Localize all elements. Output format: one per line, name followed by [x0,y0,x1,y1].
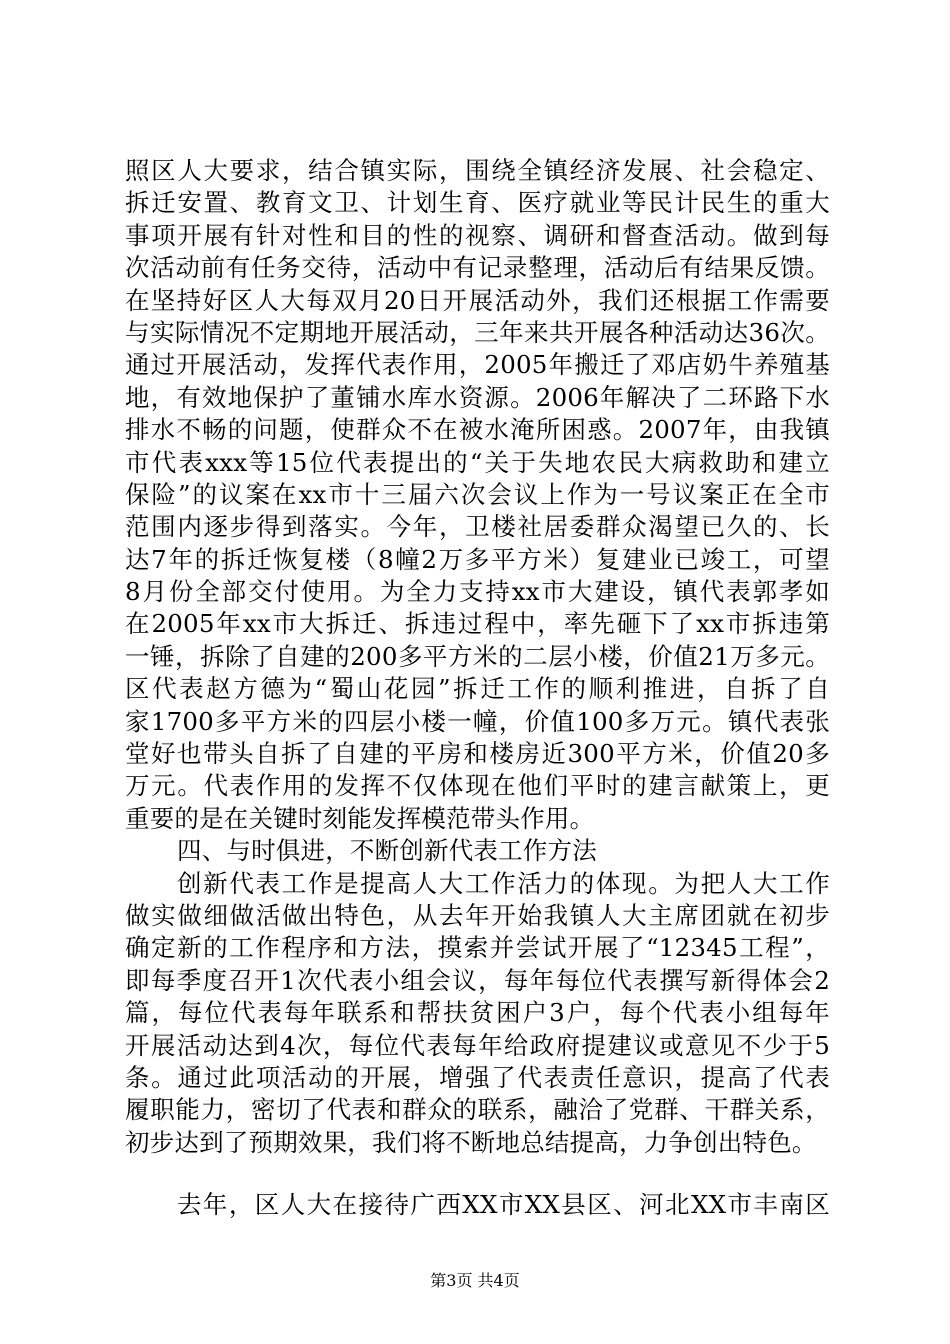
section-heading: 四、与时俱进，不断创新代表工作方法 [177,836,597,866]
text-line: 初步达到了预期效果，我们将不断地总结提高，力争创出特色。 [125,1127,817,1157]
text-line: 确定新的工作程序和方法，摸索并尝试开展了“12345工程”， [125,933,830,963]
document-body [125,155,830,1222]
text-line: 达7年的拆迁恢复楼（8幢2万多平方米）复建业已竣工，可望 [125,544,830,574]
text-line: 区代表赵方德为“蜀山花园”拆迁工作的顺利推进，自拆了自 [125,674,830,704]
text-line: 即每季度召开1次代表小组会议，每年每位代表撰写新得体会2 [125,965,830,995]
text-line: 事项开展有针对性和目的性的视察、调研和督查活动。做到每 [125,220,830,250]
text-line: 范围内逐步得到落实。今年，卫楼社居委群众渴望已久的、长 [125,512,830,542]
text-line: 一锤，拆除了自建的200多平方米的二层小楼，价值21万多元。 [125,641,830,671]
paragraph-spacer [125,1159,830,1189]
text-line: 履职能力，密切了代表和群众的联系，融洽了党群、干群关系， [125,1095,830,1125]
paragraph-2 [125,868,830,1160]
text-line: 照区人大要求，结合镇实际，围绕全镇经济发展、社会稳定、 [125,156,830,185]
paragraph-1 [125,155,830,835]
text-line: 在2005年xx市大拆迁、拆违过程中，率先砸下了xx市拆违第 [125,609,830,639]
text-line: 次活动前有任务交待，活动中有记录整理，活动后有结果反馈。 [125,253,830,283]
page-number-footer: 第3页 共4页 [430,1271,520,1290]
text-line: 地，有效地保护了董铺水库水资源。2006年解决了二环路下水 [125,382,830,412]
text-line: 条。通过此项活动的开展，增强了代表责任意识，提高了代表 [125,1062,830,1092]
text-line: 万元。代表作用的发挥不仅体现在他们平时的建言献策上，更 [125,771,830,801]
text-line: 通过开展活动，发挥代表作用，2005年搬迁了邓店奶牛养殖基 [125,350,830,380]
text-line: 做实做细做活做出特色，从去年开始我镇人大主席团就在初步 [125,900,830,930]
text-line: 排水不畅的问题，使群众不在被水淹所困惑。2007年，由我镇 [125,415,830,445]
text-line: 篇，每位代表每年联系和帮扶贫困户3户，每个代表小组每年 [125,998,830,1028]
text-line: 创新代表工作是提高人大工作活力的体现。为把人大工作 [177,868,830,898]
text-line: 去年，区人大在接待广西XX市XX县区、河北XX市丰南区 [177,1190,830,1220]
text-line: 拆迁安置、教育文卫、计划生育、医疗就业等民计民生的重大 [125,188,830,218]
text-line: 市代表xxx等15位代表提出的“关于失地农民大病救助和建立 [125,447,830,477]
text-line: 8月份全部交付使用。为全力支持xx市大建设，镇代表郭孝如 [125,577,830,607]
text-line: 开展活动达到4次，每位代表每年给政府提建议或意见不少于5 [125,1030,830,1060]
text-line: 重要的是在关键时刻能发挥模范带头作用。 [125,803,595,833]
text-line: 家1700多平方米的四层小楼一幢，价值100多万元。镇代表张 [125,706,830,736]
text-line: 保险”的议案在xx市十三届六次会议上作为一号议案正在全市 [125,479,830,509]
paragraph-3 [125,1189,830,1221]
text-line: 在坚持好区人大每双月20日开展活动外，我们还根据工作需要 [125,285,830,315]
text-line: 与实际情况不定期地开展活动，三年来共开展各种活动达36次。 [125,317,830,347]
text-line: 堂好也带头自拆了自建的平房和楼房近300平方米，价值20多 [125,739,830,769]
